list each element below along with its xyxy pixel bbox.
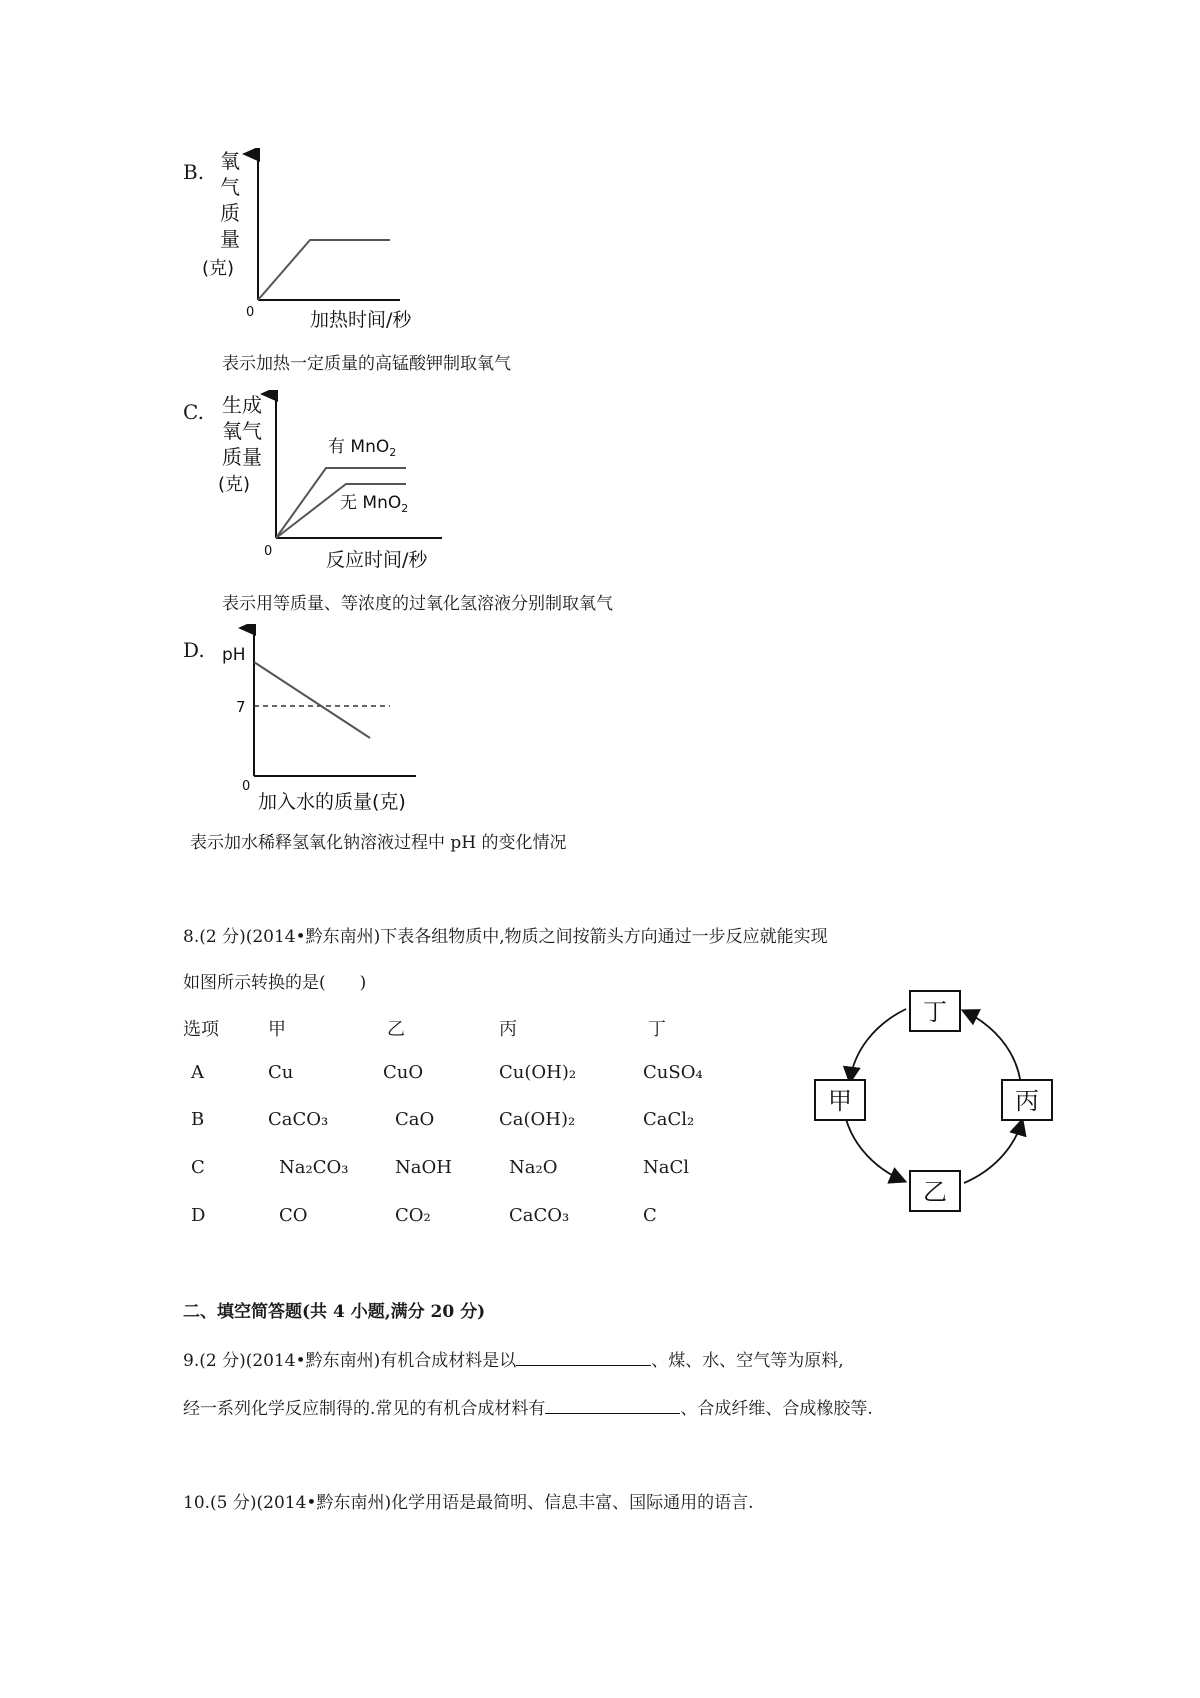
chart-c-ylabel-1: 生成 xyxy=(222,393,262,417)
q8-row-b-yi: CaO xyxy=(395,1109,435,1130)
q8-row-a-yi: CuO xyxy=(383,1062,424,1083)
q9-line1 xyxy=(183,1346,844,1371)
cycle-label-jia: 甲 xyxy=(828,1087,852,1115)
chart-option-d xyxy=(210,624,470,814)
q8-row-b-label: B xyxy=(191,1109,205,1130)
q8-row-b-ding: CaCl₂ xyxy=(643,1109,695,1130)
q8-row-a-bing: Cu(OH)₂ xyxy=(499,1062,577,1083)
q9-line2 xyxy=(183,1394,873,1419)
chart-d-ylabel: pH xyxy=(222,645,246,665)
q8-row-a-ding: CuSO₄ xyxy=(643,1062,703,1083)
chart-d-xlabel: 加入水的质量(克) xyxy=(258,791,406,813)
q8-header-bing: 丙 xyxy=(499,1019,517,1040)
chart-d-ref-tick: 7 xyxy=(236,698,246,716)
option-d-letter: D. xyxy=(183,638,205,662)
cycle-arrow-yi-to-bing xyxy=(964,1121,1022,1183)
q8-row-d-bing: CaCO₃ xyxy=(509,1205,570,1226)
cycle-arrow-ding-to-jia xyxy=(850,1009,906,1081)
q8-stem-line1: 8.(2 分)(2014•黔东南州)下表各组物质中,物质之间按箭头方向通过一步反应就能实现 xyxy=(183,927,828,947)
cycle-label-yi: 乙 xyxy=(923,1178,947,1206)
chart-b-origin: 0 xyxy=(246,305,255,320)
chart-c-ylabel-2: 氧气 xyxy=(222,419,262,443)
q8-stem-line2: 如图所示转换的是( ) xyxy=(183,973,367,993)
q8-row-d-jia: CO xyxy=(279,1205,308,1226)
q8-header-jia: 甲 xyxy=(268,1019,286,1040)
option-b-caption: 表示加热一定质量的高锰酸钾制取氧气 xyxy=(222,354,511,374)
chart-b-xlabel: 加热时间/秒 xyxy=(310,309,412,328)
chart-option-b xyxy=(200,148,420,328)
chart-b-ylabel-3: 质 xyxy=(220,201,240,225)
q8-row-c-label: C xyxy=(191,1157,205,1178)
chart-c-origin: 0 xyxy=(264,544,273,559)
q8-row-c-yi: NaOH xyxy=(395,1157,452,1178)
chart-b-ylabel-4: 量 xyxy=(220,227,240,251)
q9-blank-2[interactable] xyxy=(545,1395,680,1414)
chart-c-xlabel: 反应时间/秒 xyxy=(326,549,428,570)
option-c-caption: 表示用等质量、等浓度的过氧化氢溶液分别制取氧气 xyxy=(222,594,613,614)
q9-line1-text-a: 9.(2 分)(2014•黔东南州)有机合成材料是以 xyxy=(183,1351,517,1371)
q8-row-a-label: A xyxy=(191,1062,204,1083)
chart-c-label-without: 无 MnO$_2$ xyxy=(340,493,409,515)
chart-b-ylabel-2: 气 xyxy=(220,175,240,199)
q9-line2-text-b: 、合成纤维、合成橡胶等. xyxy=(680,1399,873,1419)
cycle-arrow-jia-to-yi xyxy=(846,1119,904,1181)
chart-b-ylabel-5: (克) xyxy=(202,258,235,279)
chart-b-curve xyxy=(258,240,390,300)
q8-row-c-jia: Na₂CO₃ xyxy=(279,1157,349,1178)
cycle-arrow-bing-to-ding xyxy=(964,1011,1020,1079)
q8-row-b-jia: CaCO₃ xyxy=(268,1109,329,1130)
cycle-label-ding: 丁 xyxy=(923,998,947,1026)
q8-row-c-bing: Na₂O xyxy=(509,1157,558,1178)
cycle-label-bing: 丙 xyxy=(1015,1087,1039,1115)
q8-table xyxy=(183,1010,753,1230)
chart-option-c xyxy=(210,390,460,570)
q8-row-c-ding: NaCl xyxy=(643,1157,690,1178)
chart-d-origin: 0 xyxy=(242,779,251,794)
q8-row-a-jia: Cu xyxy=(268,1062,294,1083)
q8-row-b-bing: Ca(OH)₂ xyxy=(499,1109,576,1130)
q9-line1-text-b: 、煤、水、空气等为原料, xyxy=(651,1351,844,1371)
chart-c-ylabel-3: 质量 xyxy=(222,445,262,469)
option-d-caption: 表示加水稀释氢氧化钠溶液过程中 pH 的变化情况 xyxy=(190,833,567,853)
option-c-letter: C. xyxy=(183,400,204,424)
q10-line1: 10.(5 分)(2014•黔东南州)化学用语是最简明、信息丰富、国际通用的语言. xyxy=(183,1493,754,1513)
q8-header-ding: 丁 xyxy=(648,1019,666,1040)
option-b-letter: B. xyxy=(183,160,205,184)
q8-row-d-ding: C xyxy=(643,1205,657,1226)
q8-cycle-diagram xyxy=(810,985,1070,1215)
q8-row-d-yi: CO₂ xyxy=(395,1205,431,1226)
q8-header-yi: 乙 xyxy=(387,1019,405,1040)
q8-row-d-label: D xyxy=(191,1205,206,1226)
chart-b-ylabel-1: 氧 xyxy=(220,149,240,173)
q9-blank-1[interactable] xyxy=(516,1347,651,1366)
chart-c-ylabel-4: (克) xyxy=(218,474,251,495)
section2-heading: 二、填空简答题(共 4 小题,满分 20 分) xyxy=(183,1302,486,1322)
chart-d-curve xyxy=(254,662,370,738)
q8-header-option: 选项 xyxy=(183,1019,219,1040)
chart-c-label-with: 有 MnO$_2$ xyxy=(328,437,397,459)
q9-line2-text-a: 经一系列化学反应制得的.常见的有机合成材料有 xyxy=(183,1399,546,1419)
